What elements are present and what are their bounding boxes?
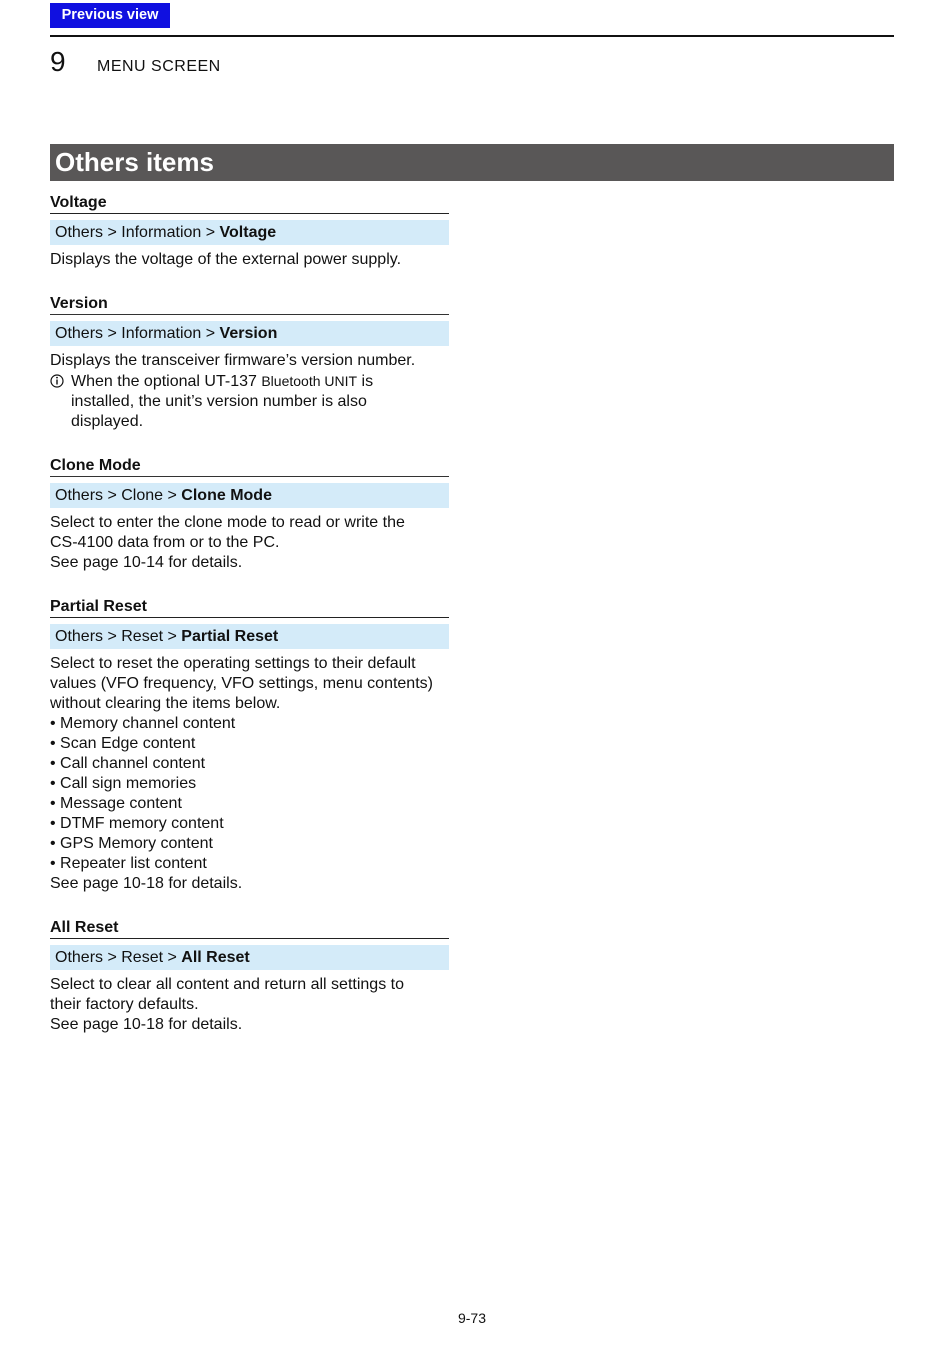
list-item: • Memory channel content bbox=[50, 715, 236, 732]
menu-path-item: Version bbox=[219, 325, 278, 342]
menu-path-item: All Reset bbox=[181, 949, 250, 966]
section-title: Voltage bbox=[50, 192, 449, 214]
note-text-c: is bbox=[357, 373, 374, 390]
description-text: CS-4100 data from or to the PC. bbox=[50, 534, 280, 551]
description-text: values (VFO frequency, VFO settings, menu contents) bbox=[50, 675, 433, 692]
list-item: • Call channel content bbox=[50, 755, 206, 772]
see-page-text: See page 10-18 for details. bbox=[50, 875, 243, 892]
menu-path-voltage[interactable] bbox=[50, 220, 449, 245]
menu-path-item: Voltage bbox=[219, 224, 277, 241]
menu-path-partial-reset[interactable] bbox=[50, 624, 449, 649]
menu-path-prefix: Others > Clone > bbox=[55, 487, 182, 504]
description-text: their factory defaults. bbox=[50, 996, 199, 1013]
menu-path-prefix: Others > Information > bbox=[55, 224, 220, 241]
description-text: without clearing the items below. bbox=[50, 695, 281, 712]
list-item: • Call sign memories bbox=[50, 775, 197, 792]
info-icon bbox=[50, 371, 71, 432]
section-description bbox=[50, 250, 449, 270]
note-line: installed, the unit’s version number is also bbox=[71, 393, 367, 410]
list-item: • Message content bbox=[50, 795, 182, 812]
description-text: Displays the voltage of the external power supply. bbox=[50, 251, 402, 268]
description-text: Select to reset the operating settings to their default bbox=[50, 655, 416, 672]
section-title: Clone Mode bbox=[50, 455, 449, 477]
clone-mode-section bbox=[50, 455, 449, 573]
menu-path-prefix: Others > Information > bbox=[55, 325, 220, 342]
note-text bbox=[71, 371, 373, 432]
menu-path-version[interactable] bbox=[50, 321, 449, 346]
see-page-text: See page 10-14 for details. bbox=[50, 554, 243, 571]
menu-path-all-reset[interactable] bbox=[50, 945, 449, 970]
description-text: Select to enter the clone mode to read or write the bbox=[50, 514, 405, 531]
section-description bbox=[50, 351, 449, 432]
chapter-number: 9 bbox=[50, 46, 66, 77]
previous-view-button[interactable]: Previous view bbox=[50, 3, 170, 28]
note-text-a: When the optional UT-137 bbox=[71, 373, 262, 390]
list-item: • GPS Memory content bbox=[50, 835, 213, 852]
list-item: • DTMF memory content bbox=[50, 815, 224, 832]
section-banner: Others items bbox=[50, 144, 894, 181]
description-text: Displays the transceiver firmware’s version number. bbox=[50, 352, 416, 369]
chapter-title: MENU SCREEN bbox=[97, 58, 221, 75]
section-title: Version bbox=[50, 293, 449, 315]
menu-path-item: Clone Mode bbox=[181, 487, 272, 504]
voltage-section bbox=[50, 192, 449, 270]
menu-path-prefix: Others > Reset > bbox=[55, 949, 182, 966]
kept-items-list bbox=[50, 714, 449, 874]
section-title: All Reset bbox=[50, 917, 449, 939]
all-reset-section bbox=[50, 917, 449, 1035]
section-description bbox=[50, 654, 449, 894]
header-rule bbox=[50, 35, 894, 37]
version-section bbox=[50, 293, 449, 432]
info-note bbox=[50, 371, 449, 432]
menu-path-clone-mode[interactable] bbox=[50, 483, 449, 508]
section-title: Partial Reset bbox=[50, 596, 449, 618]
see-page-text: See page 10-18 for details. bbox=[50, 1016, 243, 1033]
content-column bbox=[50, 192, 449, 1058]
menu-path-item: Partial Reset bbox=[181, 628, 279, 645]
section-description bbox=[50, 513, 449, 573]
note-product-name: Bluetooth UNIT bbox=[261, 373, 358, 389]
menu-path-prefix: Others > Reset > bbox=[55, 628, 182, 645]
description-text: Select to clear all content and return all settings to bbox=[50, 976, 404, 993]
partial-reset-section bbox=[50, 596, 449, 894]
section-description bbox=[50, 975, 449, 1035]
list-item: • Repeater list content bbox=[50, 855, 207, 872]
list-item: • Scan Edge content bbox=[50, 735, 196, 752]
page-number: 9-73 bbox=[457, 1310, 487, 1326]
note-line: displayed. bbox=[71, 413, 144, 430]
